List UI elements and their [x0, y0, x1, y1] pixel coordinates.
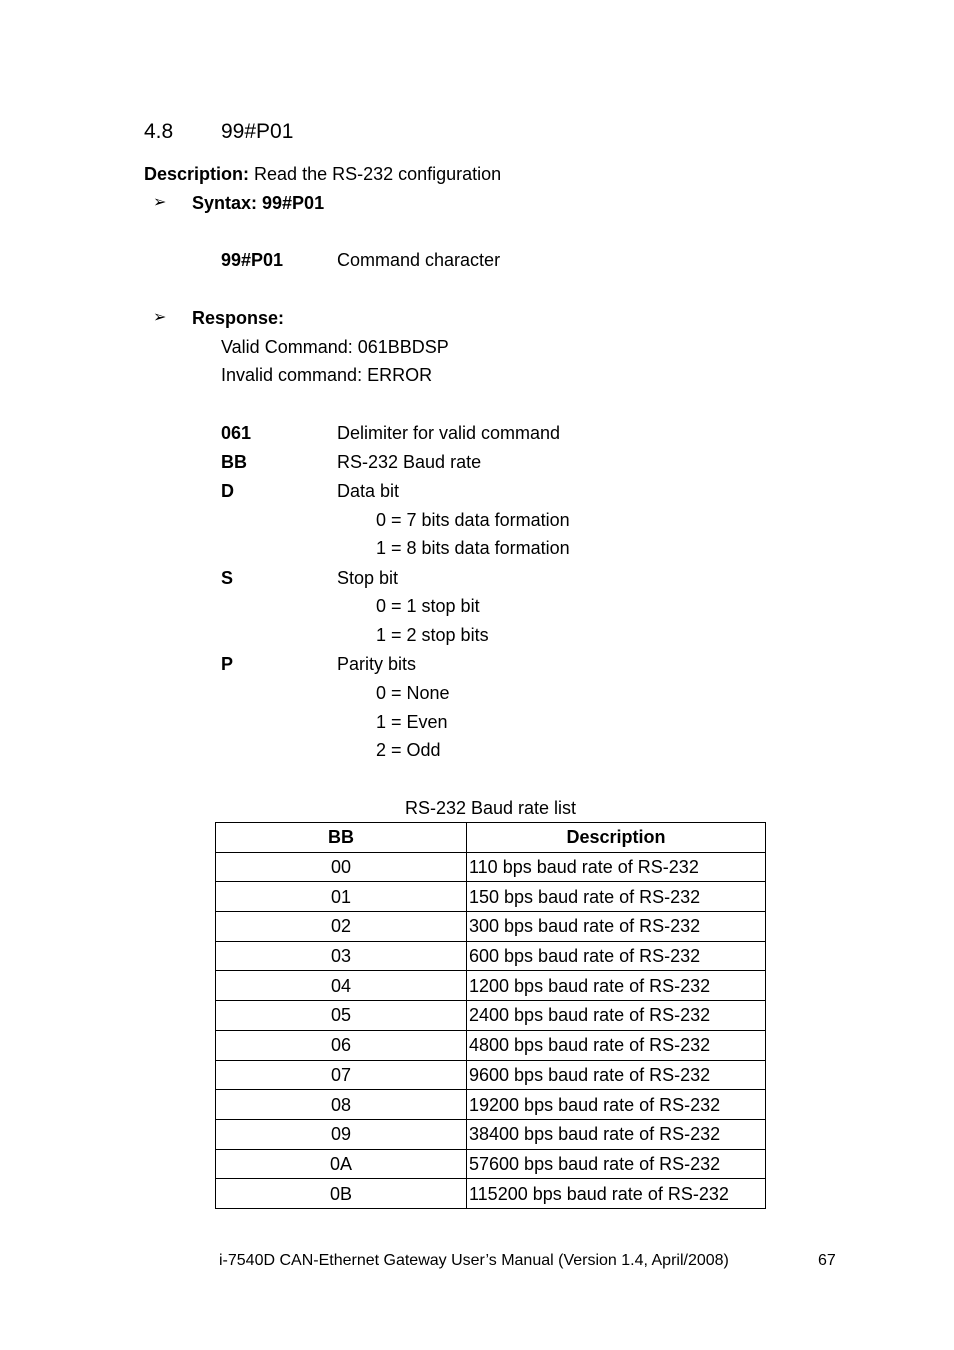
table-row — [216, 1119, 766, 1149]
table-row — [216, 1090, 766, 1120]
cell-description: 2400 bps baud rate of RS-232 — [467, 1001, 766, 1031]
cell-description: 110 bps baud rate of RS-232 — [467, 852, 766, 882]
bullet-arrow-icon: ➢ — [153, 194, 167, 211]
cell-bb: 02 — [216, 912, 467, 942]
cell-description: 600 bps baud rate of RS-232 — [467, 941, 766, 971]
cell-bb: 0A — [216, 1149, 467, 1179]
cell-description: 1200 bps baud rate of RS-232 — [467, 971, 766, 1001]
syntax-param-desc: Command character — [337, 250, 501, 270]
column-header-description: Description — [467, 823, 766, 853]
cell-bb: 08 — [216, 1090, 467, 1120]
field-desc: RS-232 Baud rate — [337, 452, 482, 472]
description-label: Description: — [144, 164, 250, 184]
field-option: 2 = Odd — [376, 740, 441, 760]
cell-bb: 01 — [216, 882, 467, 912]
table-row — [216, 1001, 766, 1031]
cell-description: 300 bps baud rate of RS-232 — [467, 912, 766, 942]
table-row — [216, 971, 766, 1001]
table-row — [216, 852, 766, 882]
table-row — [216, 1060, 766, 1090]
cell-bb: 09 — [216, 1119, 467, 1149]
table-row — [216, 1030, 766, 1060]
cell-description: 150 bps baud rate of RS-232 — [467, 882, 766, 912]
syntax-label: Syntax: 99#P01 — [192, 193, 325, 213]
table-row — [216, 1179, 766, 1209]
field-option: 1 = 8 bits data formation — [376, 538, 570, 558]
field-desc: Data bit — [337, 481, 400, 501]
field-option: 0 = 1 stop bit — [376, 596, 480, 616]
cell-bb: 03 — [216, 941, 467, 971]
syntax-param: 99#P01 — [221, 250, 284, 270]
page-number: 67 — [818, 1252, 836, 1269]
field-option: 1 = 2 stop bits — [376, 625, 489, 645]
field-desc: Delimiter for valid command — [337, 423, 561, 443]
field-desc: Parity bits — [337, 654, 417, 674]
cell-description: 4800 bps baud rate of RS-232 — [467, 1030, 766, 1060]
cell-description: 115200 bps baud rate of RS-232 — [467, 1179, 766, 1209]
response-label: Response: — [192, 308, 285, 328]
field-key: BB — [221, 452, 247, 472]
cell-bb: 06 — [216, 1030, 467, 1060]
response-valid: Valid Command: 061BBDSP — [221, 337, 449, 357]
cell-description: 19200 bps baud rate of RS-232 — [467, 1090, 766, 1120]
field-key: D — [221, 481, 234, 501]
description-line — [144, 165, 501, 183]
field-key: 061 — [221, 423, 252, 443]
cell-bb: 0B — [216, 1179, 467, 1209]
response-invalid: Invalid command: ERROR — [221, 365, 433, 385]
table-row — [216, 1149, 766, 1179]
section-title: 99#P01 — [221, 120, 294, 143]
column-header-bb: BB — [216, 823, 467, 853]
table-row — [216, 912, 766, 942]
bullet-arrow-icon: ➢ — [153, 309, 167, 326]
baud-rate-table — [215, 822, 766, 1209]
section-number: 4.8 — [144, 120, 174, 143]
field-key: S — [221, 568, 234, 588]
table-row — [216, 882, 766, 912]
cell-bb: 00 — [216, 852, 467, 882]
table-row — [216, 941, 766, 971]
field-option: 1 = Even — [376, 712, 448, 732]
cell-bb: 07 — [216, 1060, 467, 1090]
description-text: Read the RS-232 configuration — [254, 164, 502, 184]
field-desc: Stop bit — [337, 568, 399, 588]
cell-description: 38400 bps baud rate of RS-232 — [467, 1119, 766, 1149]
cell-description: 57600 bps baud rate of RS-232 — [467, 1149, 766, 1179]
table-header-row — [216, 823, 766, 853]
table-caption: RS-232 Baud rate list — [404, 798, 577, 818]
field-key: P — [221, 654, 234, 674]
cell-bb: 05 — [216, 1001, 467, 1031]
field-option: 0 = None — [376, 683, 450, 703]
field-option: 0 = 7 bits data formation — [376, 510, 570, 530]
footer-text: i-7540D CAN-Ethernet Gateway User’s Manual (Version 1.4, April/2008) — [219, 1252, 729, 1269]
cell-bb: 04 — [216, 971, 467, 1001]
cell-description: 9600 bps baud rate of RS-232 — [467, 1060, 766, 1090]
